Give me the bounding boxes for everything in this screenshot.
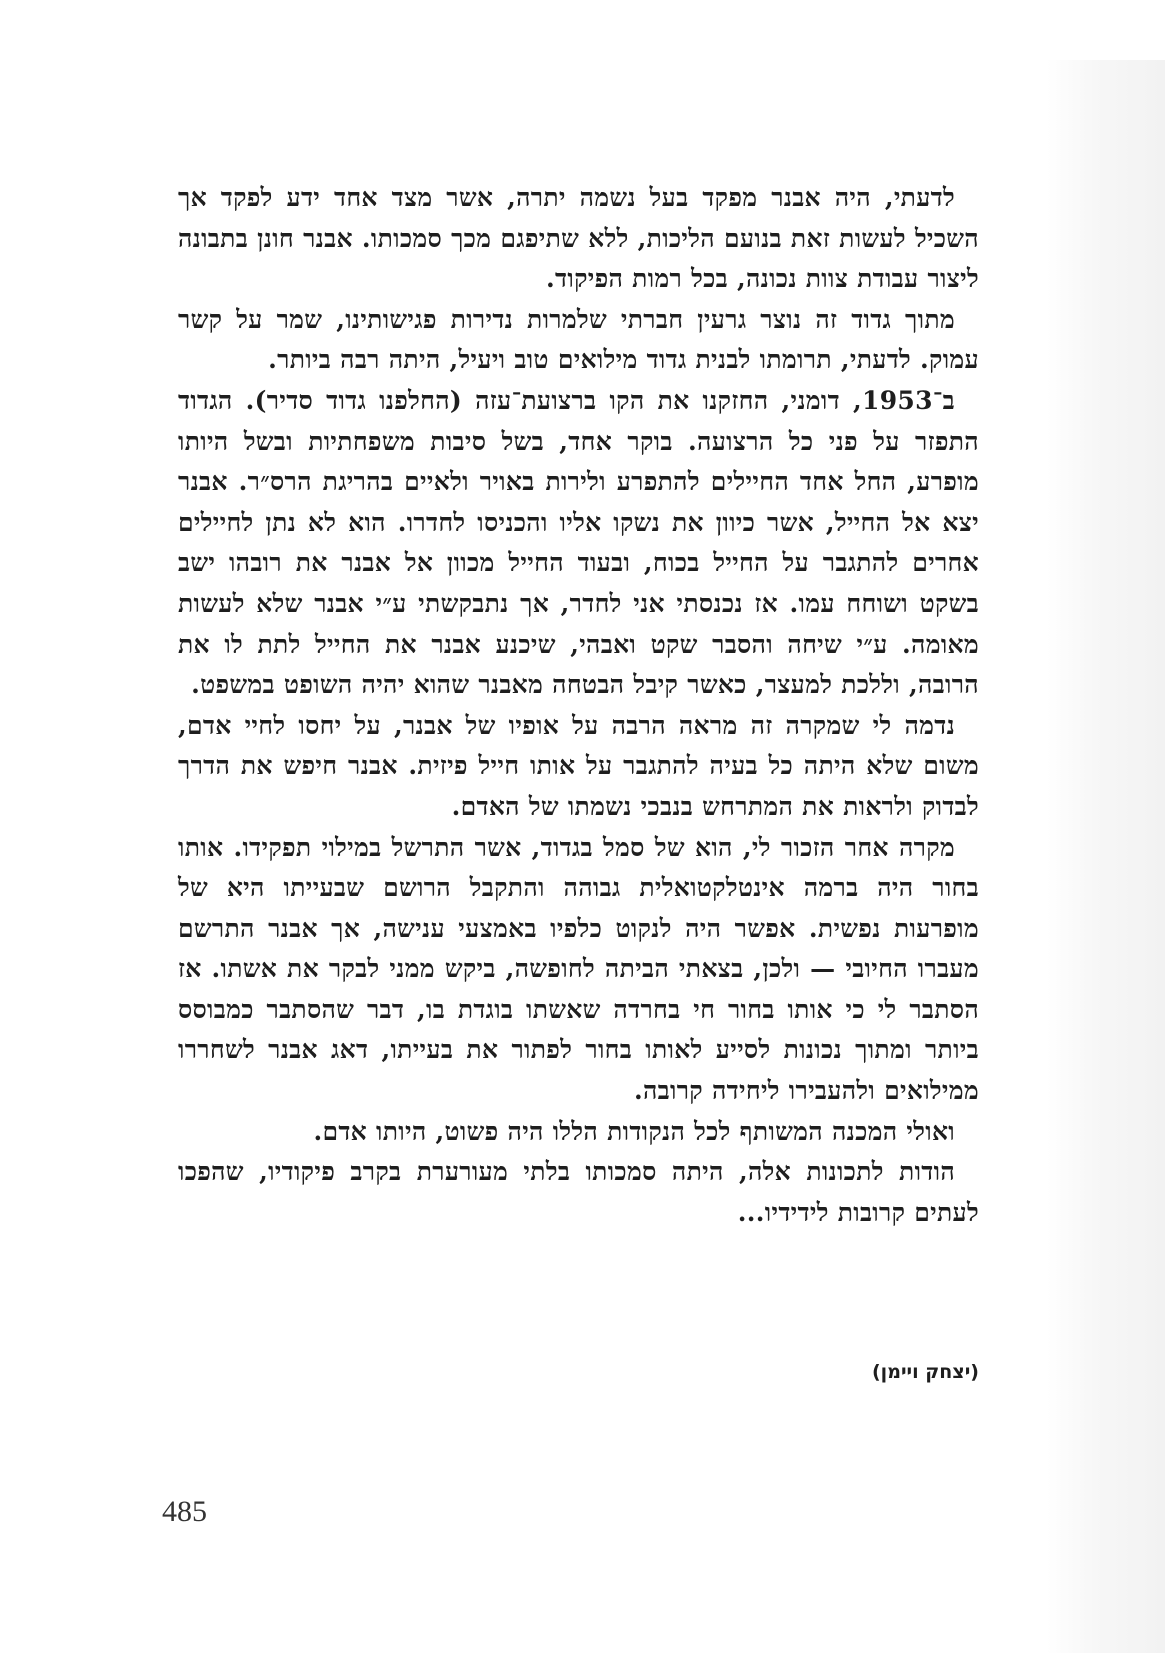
paragraph: לדעתי, היה אבנר מפקד בעל נשמה יתרה, אשר מצד אחד ידע לפקד אך השכיל לעשות זאת בנועם הליכות, ללא שתיפגם מכך סמכותו. אבנר חונן בתבונה ליצור עבודת צוות נכונה, בכל רמות הפיקוד. [178, 183, 979, 294]
paragraph: ב־1953, דומני, החזקנו את הקו ברצועת־עזה (החלפנו גדוד סדיר). הגדוד התפזר על פני כל הרצועה. בוקר אחד, בשל סיבות משפחתיות ובשל היותו מופרע, החל אחד החיילים להתפרע ולירות באויר ולאיים בהריגת הרס״ר. אבנר יצא אל החייל, אשר כיוון את נשקו אליו והכניסו לחדרו. הוא לא נתן לחיילים אחרים להתגבר על החייל בכוח, ובעוד החייל מכוון אל אבנר את רובהו ישב בשקט ושוחח עמו. אז נכנסתי אני לחדר, אך נתבקשתי ע״י אבנר שלא לעשות מאומה. ע״י שיחה והסבר שקט ואבהי, שיכנע אבנר את החייל לתת לו את הרובה, וללכת למעצר, כאשר קיבל הבטחה מאבנר שהוא יהיה השופט במשפט. [178, 385, 979, 700]
paragraph: מקרה אחר הזכור לי, הוא של סמל בגדוד, אשר התרשל במילוי תפקידו. אותו בחור היה ברמה אינטלקטואלית גבוהה והתקבל הרושם שבעייתו היא של מופרעות נפשית. אפשר היה לנקוט כלפיו באמצעי ענישה, אך אבנר התרשם מעברו החיובי — ולכן, בצאתי הביתה לחופשה, ביקש ממני לבקר את אשתו. אז הסתבר לי כי אותו בחור חי בחרדה שאשתו בוגדת בו, דבר שהסתבר כמבוסס ביותר ומתוך נכונות לסייע לאותו בחור לפתור את בעייתו, דאג אבנר לשחררו ממילואים ולהעבירו ליחידה קרובה. [178, 832, 979, 1106]
paragraph: הודות לתכונות אלה, היתה סמכותו בלתי מעורערת בקרב פיקודיו, שהפכו לעתים קרובות לידידיו... [178, 1157, 979, 1227]
paragraph: ואולי המכנה המשותף לכל הנקודות הללו היה פשוט, היותו אדם. [313, 1116, 955, 1146]
paragraph: מתוך גדוד זה נוצר גרעין חברתי שלמרות נדירות פגישותינו, שמר על קשר עמוק. לדעתי, תרומתו לבנית גדוד מילואים טוב ויעיל, היתה רבה ביותר. [178, 304, 979, 375]
page-number: 485 [162, 1495, 207, 1528]
author-signature: (יצחק ויימן) [871, 1361, 979, 1383]
paragraph: נדמה לי שמקרה זה מראה הרבה על אופיו של אבנר, על יחסו לחיי אדם, משום שלא היתה כל בעיה להתגבר על אותו חייל פיזית. אבנר חיפש את הדרך לבדוק ולראות את המתרחש בנבכי נשמתו של האדם. [178, 710, 979, 821]
page-edge-shadow [1047, 60, 1165, 1653]
body-text [178, 178, 979, 1233]
